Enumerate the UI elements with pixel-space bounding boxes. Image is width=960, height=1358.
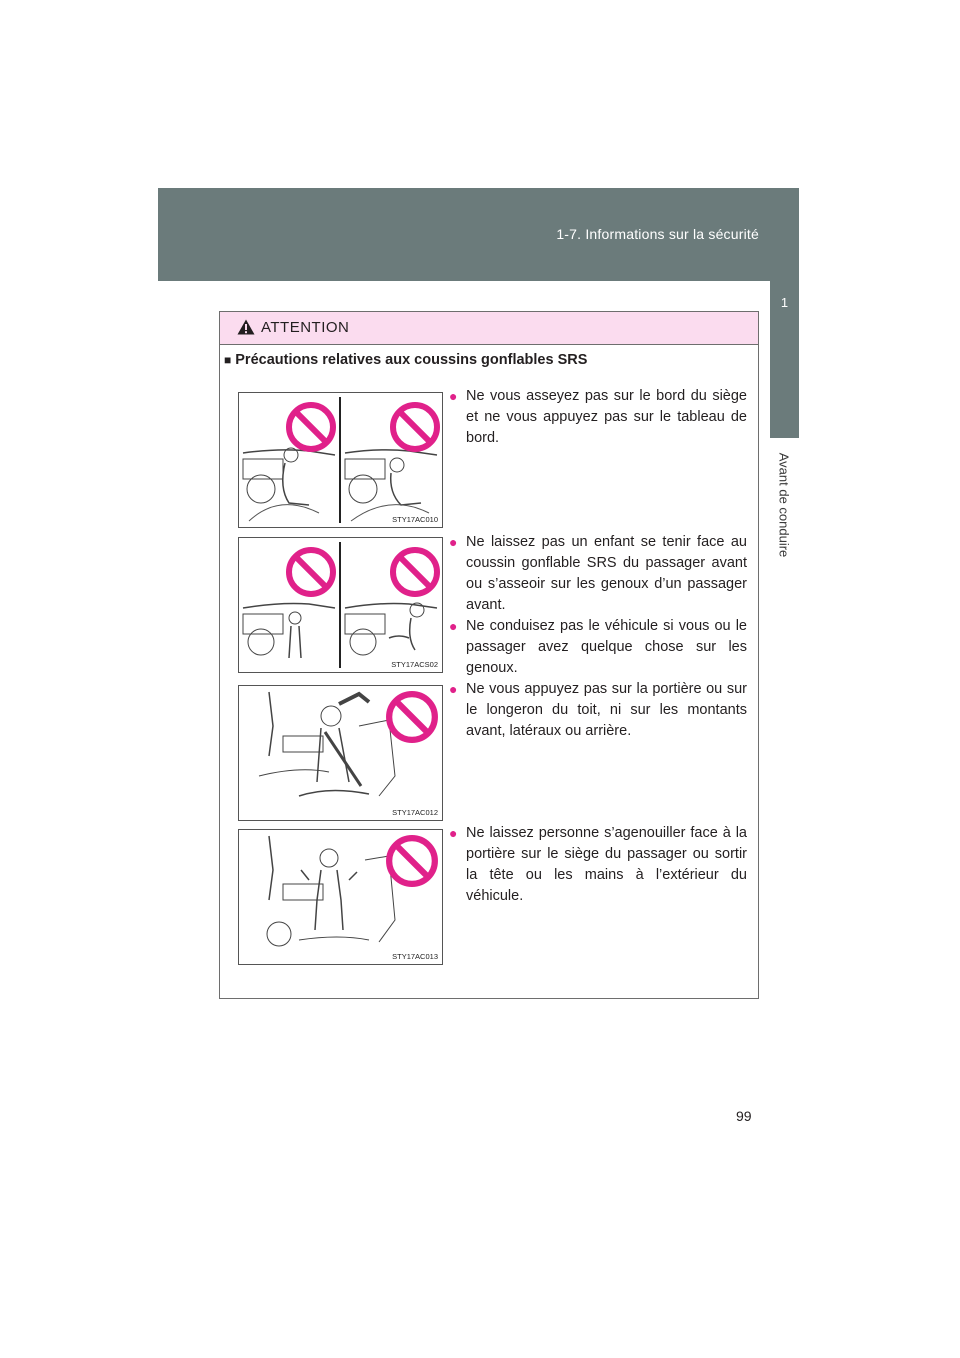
warning-title: ATTENTION [261, 319, 350, 336]
bullet-item [449, 616, 747, 679]
bullet-text: Ne conduisez pas le véhicule si vous ou le passager avez quelque chose sur les genoux. [466, 618, 747, 676]
figure-code: STY17ACS02 [391, 660, 438, 669]
chapter-tab [770, 281, 799, 438]
bullet-text: Ne vous appuyez pas sur la portière ou sur le longeron du toit, ni sur les montants avant, latéraux ou arrière. [466, 681, 747, 739]
warning-triangle-icon [237, 319, 255, 335]
section-heading [224, 352, 587, 368]
bullet-text: Ne vous asseyez pas sur le bord du siège et ne vous appuyez pas sur le tableau de bord. [466, 388, 747, 446]
bullet-dot-icon: ● [449, 825, 458, 841]
chapter-label: Avant de conduire [776, 452, 792, 558]
figure-code: STY17AC013 [392, 952, 438, 961]
bullet-dot-icon: ● [449, 388, 458, 404]
figure-4 [238, 829, 443, 965]
prohibition-icon [385, 690, 439, 744]
chapter-number: 1 [780, 295, 789, 310]
bullet-dot-icon: ● [449, 681, 458, 697]
bullet-item [449, 386, 747, 449]
figure-2 [238, 537, 443, 673]
bullet-dot-icon: ● [449, 618, 458, 634]
section-heading-text: Précautions relatives aux coussins gonflables SRS [235, 352, 588, 368]
bullet-item [449, 679, 747, 742]
prohibition-icon [285, 546, 337, 598]
bullet-item [449, 823, 747, 907]
prohibition-icon [389, 546, 441, 598]
page-number: 99 [736, 1108, 752, 1124]
section-title-header: 1-7. Informations sur la sécurité [556, 226, 759, 242]
figure-1 [238, 392, 443, 528]
bullet-text: Ne laissez personne s’agenouiller face à la portière sur le siège du passager ou sortir la tête ou les mains à l’extérieur du véhicule. [466, 825, 747, 904]
bullet-text: Ne laissez pas un enfant se tenir face au coussin gonflable SRS du passager avant ou s’asseoir sur les genoux d’un passager avant. [466, 534, 747, 613]
header-band [158, 188, 799, 281]
prohibition-icon [385, 834, 439, 888]
prohibition-icon [389, 401, 441, 453]
bullet-item [449, 532, 747, 616]
prohibition-icon [285, 401, 337, 453]
bullet-dot-icon: ● [449, 534, 458, 550]
figure-code: STY17AC012 [392, 808, 438, 817]
square-bullet-icon: ■ [224, 353, 232, 367]
warning-box [219, 311, 759, 999]
figure-code: STY17AC010 [392, 515, 438, 524]
figure-3 [238, 685, 443, 821]
warning-header [220, 312, 758, 345]
